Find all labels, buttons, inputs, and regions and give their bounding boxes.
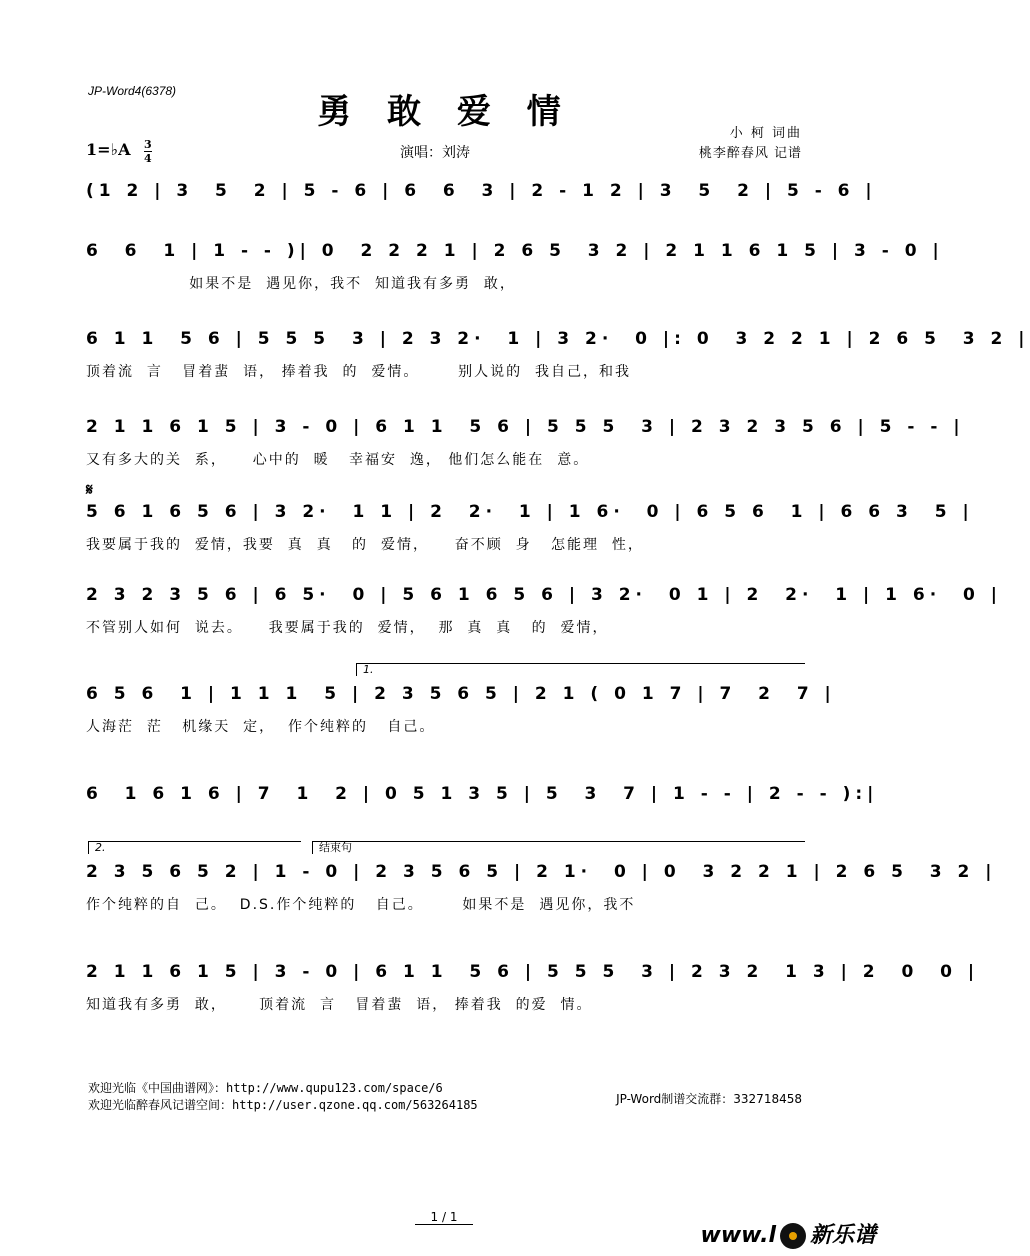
score-line-6	[86, 585, 1002, 651]
score-line-3	[86, 329, 1030, 395]
notes: 2 3 5 6 5 2 | 1 - 0 | 2 3 5 6 5 | 2 1· 0 | 0 3 2 2 1 | 2 6 5 3 2 |	[86, 862, 997, 882]
lyrics: 又有多大的关 系， 心中的 暖 幸福安 逸， 他们怎么能在 意。	[86, 452, 590, 468]
time-signature	[144, 138, 152, 165]
score-line-9	[86, 862, 997, 928]
volta-bracket-2: 2.	[88, 841, 301, 854]
composer-credit: 小 柯 词曲	[729, 126, 802, 141]
footer-links	[88, 1080, 478, 1114]
site-watermark	[701, 1218, 876, 1249]
notes: 6 1 1 5 6 | 5 5 5 3 | 2 3 2· 1 | 3 2· 0 |: 0 3 2 2 1 | 2 6 5 3 2 |	[86, 329, 1030, 349]
key-signature: 1=♭A	[86, 140, 131, 159]
lyrics: 知道我有多勇 敢， 顶着流 言 冒着蜚 语， 捧着我 的爱 情。	[86, 997, 593, 1013]
notes: (1 2 | 3 5 2 | 5 - 6 | 6 6 3 | 2 - 1 2 | 3 5 2 | 5 - 6 |	[86, 181, 877, 201]
segno-sign: 𝄋	[86, 480, 93, 499]
notes: 6 5 6 1 | 1 1 1 5 | 2 3 5 6 5 | 2 1 ( 0 1 7 | 7 2 7 |	[86, 684, 836, 704]
lyrics: 顶着流 言 冒着蜚 语， 捧着我 的 爱情。 别人说的 我自己，和我	[86, 364, 632, 380]
software-version: JP-Word4(6378)	[88, 84, 177, 98]
notes: 5 6 1 6 5 6 | 3 2· 1 1 | 2 2· 1 | 1 6· 0 | 6 5 6 1 | 6 6 3 5 |	[86, 502, 974, 522]
score-line-1	[86, 181, 877, 247]
page-number-text: 1 / 1	[415, 1210, 474, 1225]
notes: 2 3 2 3 5 6 | 6 5· 0 | 5 6 1 6 5 6 | 3 2· 0 1 | 2 2· 1 | 1 6· 0 |	[86, 585, 1002, 605]
lyrics: 作个纯粹的自 己。 D.S.作个纯粹的 自己。 如果不是 遇见你，我不	[86, 897, 636, 913]
vinyl-record-icon	[780, 1223, 806, 1249]
song-title: 勇 敢 爱 情	[317, 92, 573, 132]
footer-link-qzone[interactable]: 欢迎光临醉春风记谱空间：http://user.qzone.qq.com/563264185	[88, 1098, 478, 1112]
time-signature-numerator: 3	[144, 138, 152, 151]
score-line-10	[86, 962, 980, 1028]
lyrics: 我要属于我的 爱情，我要 真 真 的 爱情， 奋不顾 身 怎能理 性，	[86, 537, 644, 553]
singer-credit: 演唱：刘涛	[400, 145, 470, 161]
score-line-4	[86, 417, 965, 483]
ending-phrase-label: 结束句	[312, 841, 805, 854]
lyrics: 如果不是 遇见你，我不 知道我有多勇 敢，	[86, 276, 516, 292]
lyrics: 不管别人如何 说去。 我要属于我的 爱情， 那 真 真 的 爱情，	[86, 620, 609, 636]
notes: 2 1 1 6 1 5 | 3 - 0 | 6 1 1 5 6 | 5 5 5 3 | 2 3 2 3 5 6 | 5 - - |	[86, 417, 965, 437]
page-number	[404, 1210, 484, 1224]
footer-link-qupu[interactable]: 欢迎光临《中国曲谱网》：http://www.qupu123.com/space/6	[88, 1081, 443, 1095]
volta-bracket-1: 1.	[356, 663, 805, 676]
notes: 2 1 1 6 1 5 | 3 - 0 | 6 1 1 5 6 | 5 5 5 3 | 2 3 2 1 3 | 2 0 0 |	[86, 962, 980, 982]
notes: 6 1 6 1 6 | 7 1 2 | 0 5 1 3 5 | 5 3 7 | 1 - - | 2 - - ):|	[86, 784, 879, 804]
watermark-url-text: www.l	[700, 1223, 776, 1248]
score-line-2	[86, 241, 944, 307]
lyrics: 人海茫 茫 机缘天 定， 作个纯粹的 自己。	[86, 719, 436, 735]
footer-group-info: JP-Word制谱交流群：332718458	[616, 1092, 802, 1106]
notation-credit: 桃李醉春风 记谱	[698, 146, 802, 161]
watermark-brand-text: 新乐谱	[809, 1223, 876, 1248]
notes: 6 6 1 | 1 - - )| 0 2 2 2 1 | 2 6 5 3 2 | 2 1 1 6 1 5 | 3 - 0 |	[86, 241, 944, 261]
lyrics	[86, 213, 804, 235]
score-line-7	[86, 684, 836, 750]
time-signature-denominator: 4	[144, 152, 152, 165]
lyrics	[86, 816, 804, 838]
score-line-5	[86, 502, 974, 568]
